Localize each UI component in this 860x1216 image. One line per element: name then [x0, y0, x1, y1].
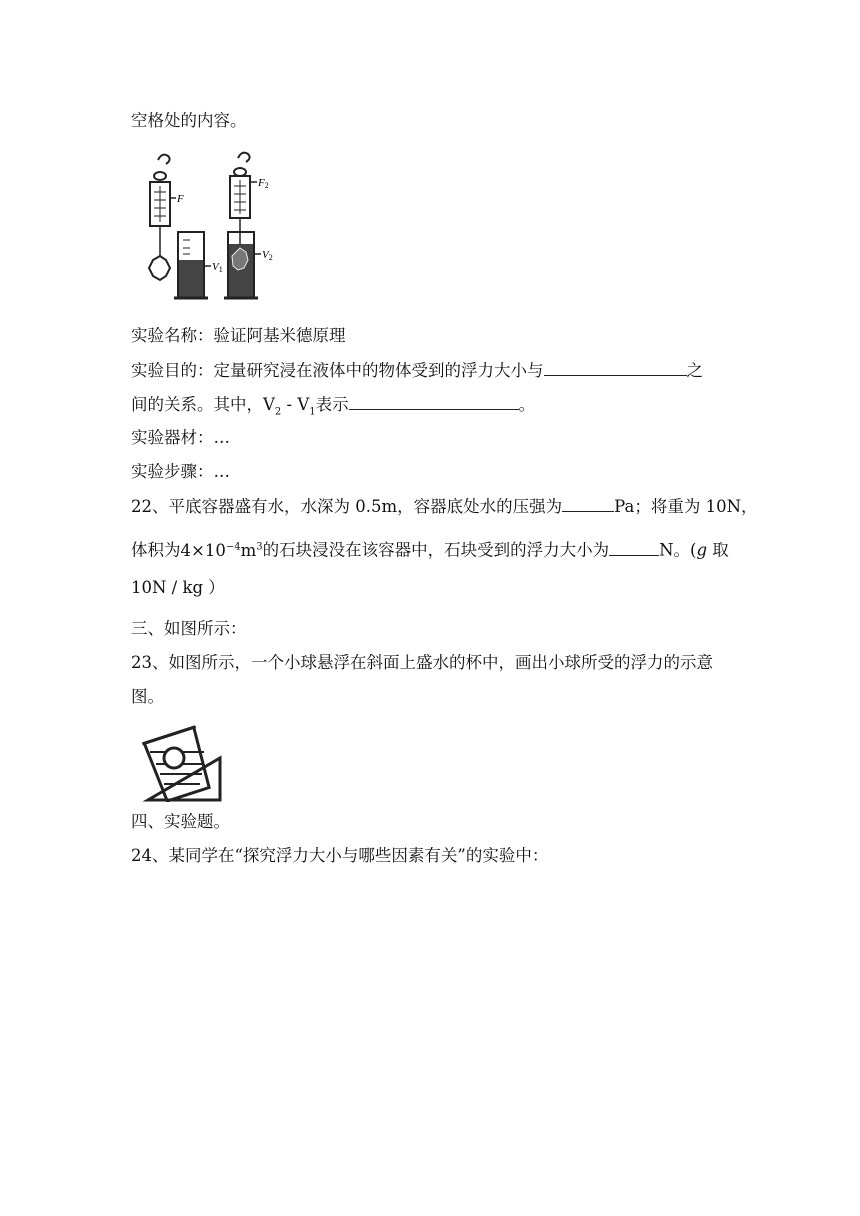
- archimedes-experiment-figure: [140, 148, 285, 303]
- spring-scale-right: [230, 153, 257, 244]
- stone: [149, 256, 170, 280]
- answer-blank[interactable]: [544, 359, 687, 376]
- label-F2: F2: [258, 177, 269, 190]
- question-23: 23、如图所示，一个小球悬浮在斜面上盛水的杯中，画出小球所受的浮力的示意: [131, 653, 713, 672]
- answer-blank[interactable]: [562, 495, 614, 512]
- answer-blank[interactable]: [609, 539, 659, 556]
- graduated-cylinder-left: [174, 232, 211, 298]
- text-line: 实验名称：验证阿基米德原理: [131, 326, 346, 345]
- cup-on-incline-figure: [140, 716, 224, 802]
- question-22-cont: 体积为$4\times 10^{-4}m^3$的石块浸没在该容器中，石块受到的浮力大小为 N。(g 取: [131, 540, 729, 560]
- text-line: 实验步骤：…: [131, 462, 230, 481]
- section-heading: 四、实验题。: [131, 812, 230, 831]
- text-line: 间的关系。其中，$V_2 - V_1$表示 。: [131, 395, 536, 418]
- text-line: 10N / kg ）: [131, 578, 225, 597]
- text-line: 空格处的内容。: [131, 111, 247, 130]
- label-V2: V2: [262, 249, 273, 262]
- label-V1: V1: [212, 261, 223, 274]
- label-F: F: [177, 193, 184, 205]
- graduated-cylinder-right: [224, 232, 261, 298]
- question-24: 24、某同学在“探究浮力大小与哪些因素有关”的实验中：: [131, 846, 549, 865]
- question-22: 22、平底容器盛有水，水深为 0.5m，容器底处水的压强为 Pa；将重为 10N，: [131, 497, 758, 516]
- text-line: 实验器材：…: [131, 428, 230, 447]
- section-heading: 三、如图所示：: [131, 619, 247, 638]
- formula: $4\times 10^{-4}m^3$: [180, 540, 263, 560]
- text-line: 实验目的：定量研究浸在液体中的物体受到的浮力大小与 之: [131, 361, 703, 380]
- answer-blank[interactable]: [349, 393, 519, 410]
- ball: [164, 748, 184, 768]
- text-line: 图。: [131, 687, 164, 706]
- spring-scale-left: [150, 155, 176, 256]
